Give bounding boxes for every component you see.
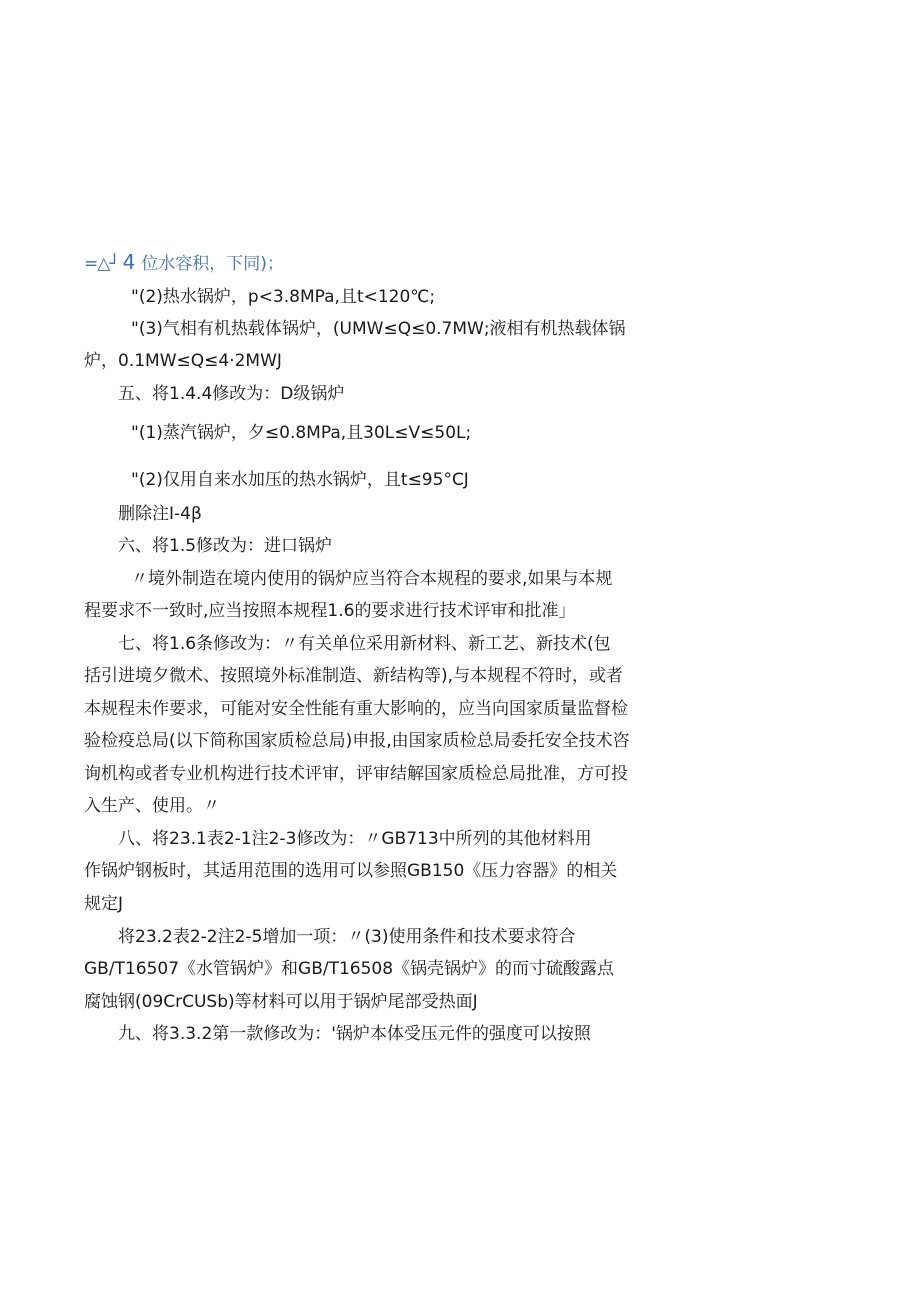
- text-line: "(1)蒸汽锅炉，夕≤0.8MPa,且30L≤V≤50L;: [131, 423, 472, 443]
- text-line: 删除注I-4β: [118, 504, 202, 524]
- text-line: 本规程未作要求，可能对安全性能有重大影响的，应当向国家质量监督检: [84, 699, 628, 719]
- text-line: 作锅炉钢板时，其适用范围的选用可以参照GB150《压力容器》的相关: [84, 861, 618, 881]
- text-line: 炉，0.1MW≤Q≤4·2MWJ: [84, 351, 282, 371]
- fragment-number: 4: [122, 250, 136, 274]
- text-line: 八、将23.1表2-1注2-3修改为：〃GB713中所列的其他材料用: [118, 829, 592, 849]
- text-line: 验检疫总局(以下简称国家质检总局)申报,由国家质检总局委托安全技术咨: [84, 731, 630, 751]
- text-line: 腐蚀钢(09CrCUSb)等材料可以用于锅炉尾部受热面J: [84, 992, 478, 1012]
- text-line: "(2)热水锅炉，p<3.8MPa,且t<120℃;: [131, 287, 436, 307]
- text-line: 〃境外制造在境内使用的锅炉应当符合本规程的要求,如果与本规: [131, 569, 613, 589]
- text-line: GB/T16507《水管锅炉》和GB/T16508《锅壳锅炉》的而寸硫酸露点: [84, 959, 615, 979]
- text-line: 六、将1.5修改为：进口锅炉: [118, 536, 333, 556]
- fragment-text: 位水容积，下同)；: [141, 254, 284, 274]
- text-line: 七、将1.6条修改为：〃有关单位采用新材料、新工艺、新技术(包: [118, 634, 611, 654]
- text-line: "(2)仅用自来水加压的热水锅炉，且t≤95°CJ: [131, 470, 469, 490]
- text-line: 将23.2表2-2注2-5增加一项：〃(3)使用条件和技术要求符合: [118, 927, 576, 947]
- text-line: "(3)气相有机热载体锅炉，(UMW≤Q≤0.7MW;液相有机热载体锅: [131, 319, 626, 339]
- text-line: 询机构或者专业机构进行技术评审，评审结解国家质检总局批准，方可投: [84, 764, 628, 784]
- text-line: 入生产、使用。〃: [84, 796, 220, 816]
- text-line: 规定J: [84, 894, 124, 914]
- top-fragment: [84, 250, 284, 276]
- text-line: 五、将1.4.4修改为：D级锅炉: [118, 384, 345, 404]
- stray-marks: =△┘: [84, 254, 119, 274]
- text-line: 括引进境夕微术、按照境外标准制造、新结构等),与本规程不符时，或者: [84, 666, 624, 686]
- text-line: 程要求不一致时,应当按照本规程1.6的要求进行技术评审和批准」: [84, 601, 576, 621]
- text-line: 九、将3.3.2第一款修改为：'锅炉本体受压元件的强度可以按照: [118, 1024, 591, 1044]
